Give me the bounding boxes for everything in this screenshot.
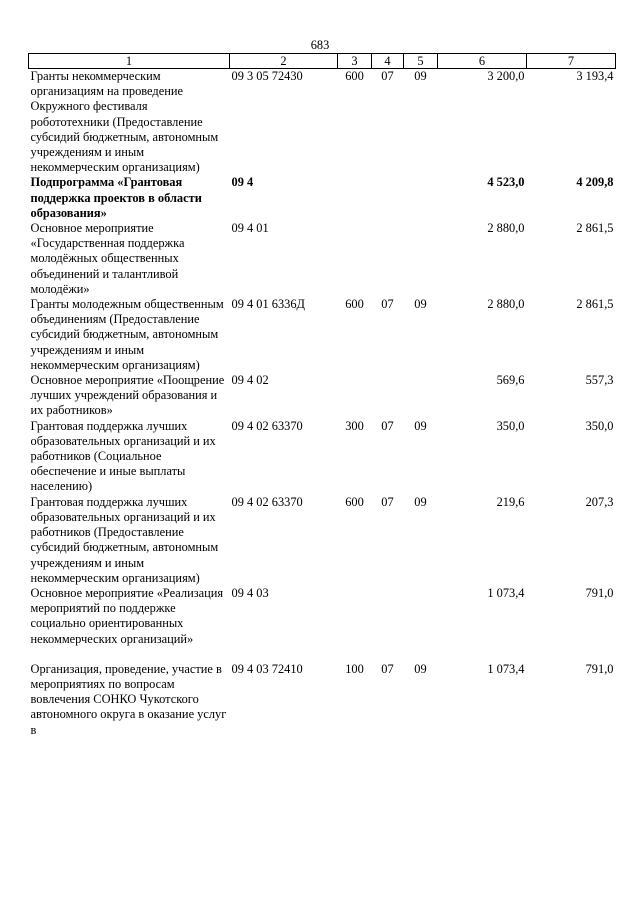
row-col4-cell: 07 [381, 661, 394, 676]
row-col3-cell [338, 373, 372, 419]
row-col4-cell: 07 [381, 69, 394, 83]
row-col4-cell: 07 [381, 297, 394, 312]
table-row [29, 586, 616, 647]
row-value7-cell: 2 861,5 [576, 297, 614, 312]
row-name-cell: Основное мероприятие «Государственная поддержка молодёжных общественных объединений и талантливой молодёжи» [30, 221, 185, 296]
row-col3-cell: 100 [345, 661, 364, 676]
row-name-cell: Организация, проведение, участие в мероприятиях по вопросам вовлечения СОНКО Чукотского автономного округа в оказание услуг в [30, 661, 227, 737]
row-value7-cell: 557,3 [585, 373, 614, 388]
table-row [29, 175, 616, 221]
row-col5-cell [404, 373, 438, 419]
row-col3-cell: 300 [345, 418, 364, 433]
budget-table [28, 53, 616, 738]
header-cell-2: 2 [230, 54, 338, 69]
row-code-cell: 09 4 03 72410 [231, 661, 303, 676]
table-row [29, 495, 616, 586]
row-code-cell: 09 4 01 [231, 221, 269, 236]
row-value6-cell: 350,0 [496, 418, 525, 433]
row-col4-cell [372, 175, 404, 221]
table-row [29, 69, 616, 176]
row-value6-cell: 2 880,0 [487, 297, 525, 312]
row-value6-cell: 2 880,0 [487, 221, 525, 236]
row-name-cell: Гранты молодежным общественным объединениям (Предоставление субсидий бюджетным, автономным учреждениям и иным некоммерческим организациям) [30, 297, 224, 372]
row-name-cell: Основное мероприятие «Реализация мероприятий по поддержке социально ориентированных некоммерческих организаций» [30, 585, 224, 646]
row-code-cell: 09 4 [231, 175, 254, 190]
header-cell-6: 6 [438, 54, 527, 69]
row-code-cell: 09 4 01 6336Д [231, 297, 306, 312]
row-value7-cell: 4 209,8 [576, 175, 614, 190]
row-col3-cell [338, 586, 372, 647]
row-col5-cell: 09 [414, 69, 427, 83]
row-value7-cell: 791,0 [585, 661, 614, 676]
row-name-cell: Грантовая поддержка лучших образовательных организаций и их работников (Предоставление субсидий бюджетным, автономным учреждениям и иным некоммерческим организациям) [30, 494, 219, 585]
row-col3-cell: 600 [345, 297, 364, 312]
row-col4-cell [372, 373, 404, 419]
header-row [29, 54, 616, 69]
row-value6-cell: 1 073,4 [487, 585, 525, 600]
row-col4-cell [372, 586, 404, 647]
row-name-cell: Основное мероприятие «Поощрение лучших учреждений образования и их работников» [30, 373, 225, 418]
row-name-cell: Подпрограмма «Грантовая поддержка проектов в области образования» [30, 175, 202, 220]
header-cell-7: 7 [527, 54, 616, 69]
row-value7-cell: 2 861,5 [576, 221, 614, 236]
header-cell-1: 1 [29, 54, 230, 69]
row-code-cell: 09 3 05 72430 [231, 69, 303, 83]
table-row [29, 373, 616, 419]
row-value6-cell: 3 200,0 [487, 69, 525, 83]
row-col3-cell: 600 [345, 494, 364, 509]
row-name-cell: Гранты некоммерческим организациям на проведение Окружного фестиваля робототехники (Предоставление субсидий бюджетным, автономным учреждениям и иным некоммерческим организациям) [30, 69, 219, 175]
row-value6-cell: 1 073,4 [487, 661, 525, 676]
row-code-cell: 09 4 02 [231, 373, 269, 388]
row-value7-cell: 791,0 [585, 585, 614, 600]
table-row [29, 419, 616, 495]
row-col5-cell: 09 [414, 494, 427, 509]
row-col5-cell: 09 [414, 297, 427, 312]
header-cell-5: 5 [404, 54, 438, 69]
header-cell-3: 3 [338, 54, 372, 69]
row-value7-cell: 207,3 [585, 494, 614, 509]
row-value6-cell: 219,6 [496, 494, 525, 509]
header-cell-4: 4 [372, 54, 404, 69]
row-code-cell: 09 4 02 63370 [231, 418, 303, 433]
row-col5-cell: 09 [414, 661, 427, 676]
row-code-cell: 09 4 02 63370 [231, 494, 303, 509]
row-code-cell: 09 4 03 [231, 585, 269, 600]
table-row [29, 297, 616, 373]
row-value6-cell: 4 523,0 [487, 175, 525, 190]
row-col3-cell [338, 175, 372, 221]
row-col5-cell: 09 [414, 418, 427, 433]
row-col4-cell [372, 221, 404, 297]
row-col3-cell [338, 221, 372, 297]
row-col5-cell [404, 586, 438, 647]
row-col5-cell [404, 221, 438, 297]
row-value7-cell: 350,0 [585, 418, 614, 433]
row-name-cell: Грантовая поддержка лучших образовательных организаций и их работников (Социальное обеспечение и иные выплаты населению) [30, 418, 216, 494]
row-col3-cell: 600 [345, 69, 364, 83]
page-number: 683 [310, 38, 330, 52]
row-value6-cell: 569,6 [496, 373, 525, 388]
table-row [29, 221, 616, 297]
row-col4-cell: 07 [381, 418, 394, 433]
row-value7-cell: 3 193,4 [576, 69, 614, 83]
row-col5-cell [404, 175, 438, 221]
table-row [29, 647, 616, 738]
row-col4-cell: 07 [381, 494, 394, 509]
